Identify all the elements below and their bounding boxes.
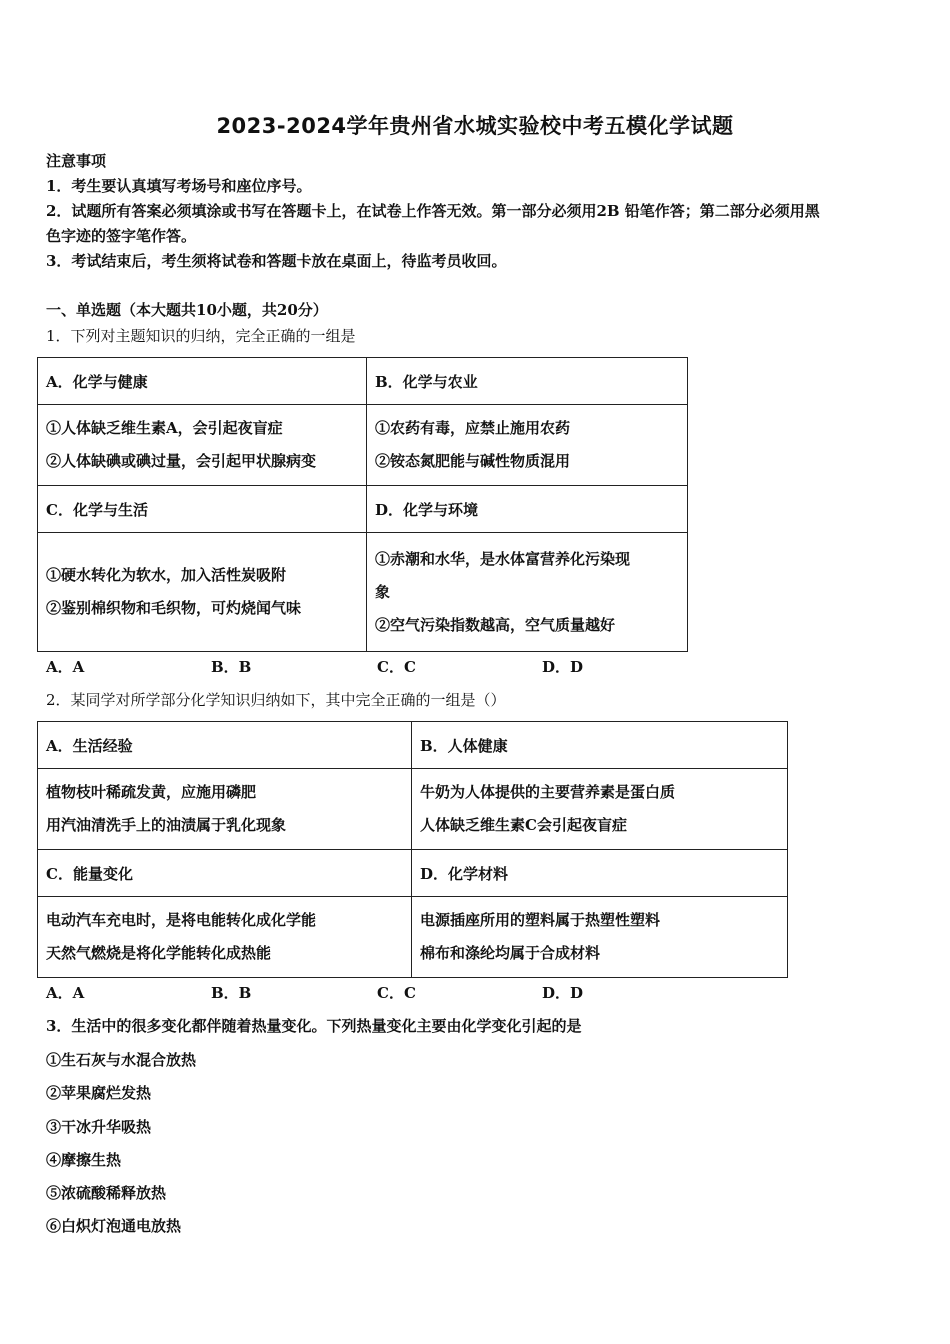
- q1-option-d-content: [367, 533, 688, 652]
- question-1-table: [37, 357, 688, 652]
- q1-option-a-content: [38, 405, 367, 486]
- notice-item: 3．考试结束后，考生须将试卷和答题卡放在桌面上，待监考员收回。: [46, 252, 507, 270]
- q2-option-c-heading: C．能量变化: [38, 850, 412, 897]
- q2-c-line: 电动汽车充电时，是将电能转化成化学能: [46, 911, 317, 929]
- q1-d-line: ②空气污染指数越高，空气质量越好: [375, 615, 616, 634]
- q3-item: ②苹果腐烂发热: [46, 1084, 152, 1102]
- question-1-choices: [46, 656, 646, 676]
- q1-option-b-heading: B．化学与农业: [367, 358, 688, 405]
- q2-a-line: 植物枝叶稀疏发黄，应施用磷肥: [46, 783, 257, 801]
- question-1-stem: 1．下列对主题知识的归纳，完全正确的一组是: [46, 327, 356, 345]
- notice-heading: 注意事项: [46, 152, 107, 170]
- choice-d[interactable]: D．D: [542, 658, 584, 676]
- q1-b-line: ②铵态氮肥能与碱性物质混用: [375, 452, 571, 470]
- q1-c-line: ①硬水转化为软水，加入活性炭吸附: [46, 566, 287, 584]
- question-2-stem: 2．某同学对所学部分化学知识归纳如下，其中完全正确的一组是（）: [46, 691, 506, 709]
- q2-b-line: 牛奶为人体提供的主要营养素是蛋白质: [420, 783, 676, 801]
- choice-a[interactable]: A．A: [46, 984, 85, 1002]
- question-2-table: [37, 721, 788, 978]
- q3-item: ④摩擦生热: [46, 1151, 122, 1169]
- q1-d-line: ①赤潮和水华，是水体富营养化污染现: [375, 549, 631, 568]
- q3-item: ⑤浓硫酸稀释放热: [46, 1184, 167, 1202]
- q2-a-line: 用汽油清洗手上的油渍属于乳化现象: [46, 816, 287, 834]
- choice-c[interactable]: C．C: [377, 658, 416, 676]
- q2-b-line: 人体缺乏维生素C会引起夜盲症: [420, 816, 627, 834]
- choice-d[interactable]: D．D: [542, 984, 584, 1002]
- q1-option-a-heading: A．化学与健康: [38, 358, 367, 405]
- q1-d-line: 象: [375, 582, 391, 601]
- page-title: 2023-2024学年贵州省水城实验校中考五模化学试题: [216, 114, 734, 138]
- q1-a-line: ②人体缺碘或碘过量，会引起甲状腺病变: [46, 452, 317, 470]
- q2-option-b-content: [412, 769, 788, 850]
- q1-option-c-heading: C．化学与生活: [38, 486, 367, 533]
- q1-option-d-heading: D．化学与环境: [367, 486, 688, 533]
- q2-option-c-content: [38, 897, 412, 978]
- q3-item: ③干冰升华吸热: [46, 1118, 152, 1136]
- q2-option-a-heading: A．生活经验: [38, 722, 412, 769]
- choice-a[interactable]: A．A: [46, 658, 85, 676]
- q2-c-line: 天然气燃烧是将化学能转化成热能: [46, 944, 272, 962]
- choice-c[interactable]: C．C: [377, 984, 416, 1002]
- q3-item: ①生石灰与水混合放热: [46, 1051, 197, 1069]
- question-2-choices: [46, 982, 646, 1002]
- notice-item: 1．考生要认真填写考场号和座位序号。: [46, 177, 312, 195]
- q2-option-d-content: [412, 897, 788, 978]
- choice-b[interactable]: B．B: [211, 658, 252, 676]
- q1-a-line: ①人体缺乏维生素A，会引起夜盲症: [46, 419, 283, 437]
- choice-b[interactable]: B．B: [211, 984, 252, 1002]
- question-3-stem: 3．生活中的很多变化都伴随着热量变化。下列热量变化主要由化学变化引起的是: [46, 1017, 582, 1035]
- section-heading: 一、单选题（本大题共10小题，共20分）: [46, 301, 328, 319]
- q1-c-line: ②鉴别棉织物和毛织物，可灼烧闻气味: [46, 599, 302, 617]
- q2-d-line: 电源插座所用的塑料属于热塑性塑料: [420, 911, 661, 929]
- notice-item: 2．试题所有答案必须填涂或书写在答题卡上，在试卷上作答无效。第一部分必须用2B 铅笔作答；第二部分必须用黑: [46, 202, 820, 220]
- q1-option-b-content: [367, 405, 688, 486]
- q3-item: ⑥白炽灯泡通电放热: [46, 1217, 182, 1235]
- notice-item: 色字迹的签字笔作答。: [46, 227, 197, 245]
- q1-b-line: ①农药有毒，应禁止施用农药: [375, 419, 571, 437]
- q2-option-d-heading: D．化学材料: [412, 850, 788, 897]
- q1-option-c-content: [38, 533, 367, 652]
- q2-option-a-content: [38, 769, 412, 850]
- q2-option-b-heading: B．人体健康: [412, 722, 788, 769]
- q2-d-line: 棉布和涤纶均属于合成材料: [420, 944, 601, 962]
